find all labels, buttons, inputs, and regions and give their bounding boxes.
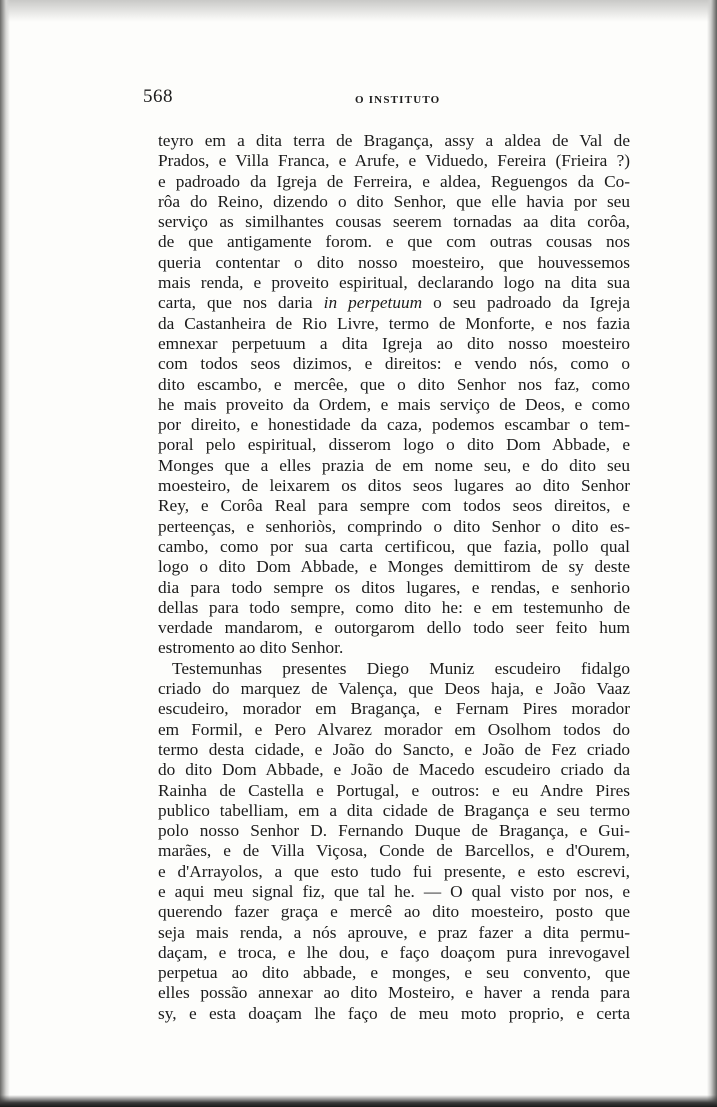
text-line: marães, e de Villa Viçosa, Conde de Barcellos, e d'Ourem, — [158, 841, 630, 861]
page-header — [143, 86, 583, 112]
text-line: poral pelo espiritual, disserom logo o dito Dom Abbade, e — [158, 435, 630, 455]
text-line: polo nosso Senhor D. Fernando Duque de Bragança, e Gui- — [158, 821, 630, 841]
text-line: em Formil, e Pero Alvarez morador em Osolhom todos do — [158, 719, 630, 739]
text-line: Testemunhas presentes Diego Muniz escudeiro fidalgo — [172, 658, 630, 678]
text-line: mais renda, e proveito espiritual, declarando logo na dita sua — [158, 273, 630, 293]
text-line: rôa do Reino, dizendo o dito Senhor, que elle havia por seu — [158, 191, 630, 211]
text-line: termo desta cidade, e João do Sancto, e João de Fez criado — [158, 739, 630, 759]
text-line: emnexar perpetuum a dita Igreja ao dito nosso moesteiro — [158, 333, 630, 353]
scan-shadow-left — [0, 0, 10, 1107]
text-line: teyro em a dita terra de Bragança, assy a aldea de Val de — [158, 131, 630, 150]
text-line: do dito Dom Abbade, e João de Macedo escudeiro criado da — [158, 760, 630, 780]
text-line: da Castanheira de Rio Livre, termo de Monforte, e nos fazia — [158, 313, 630, 333]
text-line: publico tabelliam, em a dita cidade de Bragança e seu termo — [158, 800, 630, 820]
text-line: perpetua ao dito abbade, e monges, e seu convento, que — [158, 963, 630, 983]
scan-shadow-top — [0, 0, 717, 22]
text-line: logo o dito Dom Abbade, e Monges demittirom de sy deste — [158, 557, 630, 577]
text-line: verdade mandarom, e outorgarom dello todo seer feito hum — [158, 618, 630, 638]
text-line: moesteiro, de leixarem os ditos seos lugares ao dito Senhor — [158, 476, 630, 496]
text-line: Monges que a elles prazia de em nome seu, e do dito seu — [158, 455, 630, 475]
scan-shadow-bottom — [0, 1095, 717, 1107]
text-line: Prados, e Villa Franca, e Arufe, e Viduedo, Fereira (Frieira ?) — [158, 151, 630, 171]
text-line: dia para todo sempre os ditos lugares, e rendas, e senhorio — [158, 577, 630, 597]
text-line: Rainha de Castella e Portugal, e outros: e eu Andre Pires — [158, 780, 630, 800]
text-line: seja mais renda, a nós aprouve, e praz fazer a dita permu- — [158, 922, 630, 942]
text-line: carta, que nos daria in perpetuum o seu padroado da Igreja — [158, 293, 630, 313]
body-text — [158, 131, 630, 1024]
text-line: dellas para todo sempre, como dito he: e em testemunho de — [158, 597, 630, 617]
text-line: com todos seos dizimos, e direitos: e vendo nós, como o — [158, 354, 630, 374]
page-number: 568 — [143, 86, 173, 107]
text-line: cambo, como por sua carta certificou, que fazia, pollo qual — [158, 536, 630, 556]
text-line: estromento ao dito Senhor. — [158, 638, 344, 658]
text-line: escudeiro, morador em Bragança, e Fernam Pires morador — [158, 699, 630, 719]
text-line: e d'Arrayolos, a que esto tudo fui presente, e esto escrevi, — [158, 861, 630, 881]
text-line: he mais proveito da Ordem, e mais serviço de Deos, e como — [158, 394, 630, 414]
text-line: daçam, e troca, e lhe dou, e faço doaçom pura inrevogavel — [158, 942, 630, 962]
text-line: e aqui meu signal fiz, que tal he. — O qual visto por nos, e — [158, 881, 630, 901]
text-line: dito escambo, e mercêe, que o dito Senhor nos faz, como — [158, 374, 630, 394]
text-line: e padroado da Igreja de Ferreira, e aldea, Reguengos da Co- — [158, 171, 630, 191]
running-head: O INSTITUTO — [355, 94, 441, 106]
text-line: de que antigamente forom. e que com outras cousas nos — [158, 232, 630, 252]
text-line: serviço as similhantes cousas seerem tornadas aa dita corôa, — [158, 212, 630, 232]
text-line: Rey, e Corôa Real para sempre com todos seos direitos, e — [158, 496, 630, 516]
text-line: sy, e esta doaçam lhe faço de meu moto proprio, e certa — [158, 1003, 630, 1023]
text-line: perteenças, e senhoriòs, comprindo o dito Senhor o dito es- — [158, 516, 630, 536]
text-line: criado do marquez de Valença, que Deos haja, e João Vaaz — [158, 679, 630, 699]
text-line: elles possão annexar ao dito Mosteiro, e haver a renda para — [158, 983, 630, 1003]
scan-shadow-right — [707, 0, 717, 1107]
text-line: por direito, e honestidade da caza, podemos escambar o tem- — [158, 415, 630, 435]
text-line: queria contentar o dito nosso moesteiro, que houvessemos — [158, 252, 630, 272]
text-line: querendo fazer graça e mercê ao dito moesteiro, posto que — [158, 902, 630, 922]
